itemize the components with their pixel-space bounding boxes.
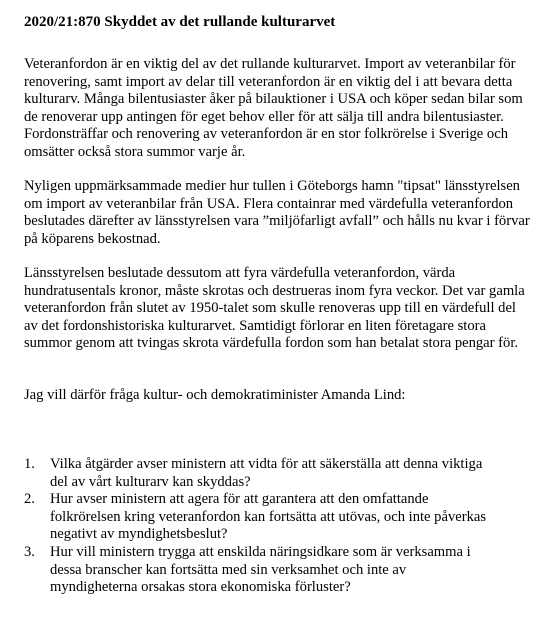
question-text: Vilka åtgärder avser ministern att vidta för att säkerställa att denna viktiga del av vårt kulturarv kan skyddas?: [50, 456, 483, 490]
list-item: [24, 491, 494, 544]
list-item: [24, 456, 494, 491]
question-list: [24, 456, 494, 597]
question-text: Hur avser ministern att agera för att garantera att den omfattande folkrörelsen kring veteranfordon kan fortsätta att utövas, och inte påverkas negativt av myndighetsbeslut?: [50, 491, 487, 543]
paragraph-customs: Nyligen uppmärksammade medier hur tullen i Göteborgs hamn "tipsat" länsstyrelsen om import av veteranbilar från USA. Flera containrar med värdefulla veteranfordon beslutades därefter av länsstyrelsen vara ”miljöfarligt avfall” och hålls nu kvar i förvar på köparens bekostnad.: [24, 178, 530, 247]
list-item: [24, 544, 494, 597]
question-text: Hur vill ministern trygga att enskilda näringsidkare som är verksamma i dessa branscher kan fortsätta med sin verksamhet och inte av myndigheterna orsakas stora ekonomiska förluster?: [50, 543, 471, 596]
question-number: 3.: [24, 543, 35, 560]
document-title: 2020/21:870 Skyddet av det rullande kulturarvet: [24, 14, 336, 30]
paragraph-scrapping: Länsstyrelsen beslutade dessutom att fyra värdefulla veteranfordon, värda hundratusentals kronor, måste skrotas och destrueras inom fyra veckor. Det var gamla veteranfordon från slutet av 1950-talet som skulle renoveras upp till en värdefull del av det fordonshistoriska kulturarvet. Samtidigt förlorar en liten företagare stora summor genom att tvingas skrota värdefulla fordon som han betalat stora pengar för.: [24, 265, 525, 352]
paragraph-question-intro: Jag vill därför fråga kultur- och demokratiminister Amanda Lind:: [24, 387, 406, 403]
question-number: 2.: [24, 491, 35, 508]
question-number: 1.: [24, 456, 35, 472]
paragraph-intro: Veteranfordon är en viktig del av det rullande kulturarvet. Import av veteranbilar för renovering, samt import av delar till veteranfordon är en viktig del i att bevara detta kulturarv. Många bilentusiaster åker på bilauktioner i USA och köper sedan bilar som de renoverar upp antingen för eget behov eller för att sälja till andra bilentusiaster. Fordonsträffar och renovering av veteranfordon är en stor folkrörelse i Sverige och omsätter också stora summor varje år.: [24, 56, 523, 160]
